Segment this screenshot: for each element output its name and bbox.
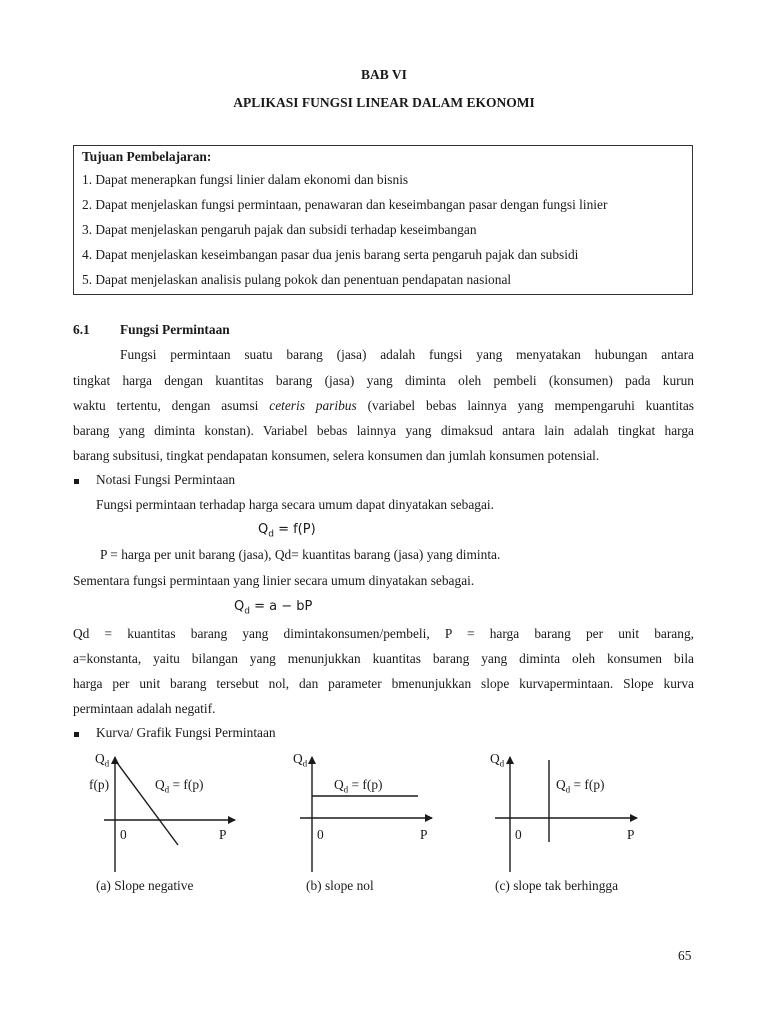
chapter-title: APLIKASI FUNGSI LINEAR DALAM EKONOMI <box>233 95 535 110</box>
objective-item: 4. Dapat menjelaskan keseimbangan pasar dua jenis barang serta pengaruh pajak dan subsidi <box>82 247 579 262</box>
graph-caption: (c) slope tak berhingga <box>495 878 619 893</box>
x-axis-label: P <box>219 827 227 842</box>
definition-line: a=konstanta, yaitu bilangan yang menunjukkan kuantitas barang yang diminta oleh konsumen bila <box>73 651 694 666</box>
origin-label: 0 <box>515 827 522 842</box>
notation-intro-linear: Sementara fungsi permintaan yang linier secara umum dinyatakan sebagai. <box>73 573 475 588</box>
definition-line: harga per unit barang tersebut nol, dan parameter bmenunjukkan slope kurvapermintaan. Slope kurva <box>73 676 694 691</box>
y-axis-label: $Q_d$ <box>95 751 110 769</box>
objective-item: 1. Dapat menerapkan fungsi linier dalam ekonomi dan bisnis <box>82 172 409 187</box>
eq-symbol: Q <box>258 522 269 537</box>
notation-definition: P = harga per unit barang (jasa), Qd= kuantitas barang (jasa) yang diminta. <box>100 547 501 562</box>
section-number: 6.1 <box>73 322 90 337</box>
ceteris-paribus-term: ceteris paribus <box>269 398 357 413</box>
notation-heading: Notasi Fungsi Permintaan <box>96 472 236 487</box>
objective-item: 2. Dapat menjelaskan fungsi permintaan, penawaran dan keseimbangan pasar dengan fungsi linier <box>82 197 608 212</box>
eq-rhs: = f(P) <box>273 522 316 537</box>
paragraph-line: Fungsi permintaan suatu barang (jasa) adalah fungsi yang menyatakan hubungan antara <box>120 347 694 362</box>
text: waktu tertentu, dengan asumsi <box>73 398 270 413</box>
objective-item: 5. Dapat menjelaskan analisis pulang pokok dan penentuan pendapatan nasional <box>82 272 512 287</box>
graph-slope-infinite <box>495 757 637 872</box>
paragraph-line: barang yang diminta konstan). Variabel bebas lainnya yang dimaksud antara lain adalah tingkat harga <box>73 423 694 438</box>
paragraph-line: tingkat harga dengan kuantitas barang (jasa) yang diminta oleh pembeli (konsumen) pada kurun <box>73 373 694 388</box>
eq-symbol: Q <box>234 599 245 614</box>
eq-subscript: d <box>244 606 250 617</box>
graph-caption: (a) Slope negative <box>96 878 194 893</box>
graph-slope-negative <box>104 757 235 872</box>
section-title: Fungsi Permintaan <box>120 322 230 337</box>
graph-slope-zero <box>300 757 432 872</box>
x-axis-label: P <box>420 827 428 842</box>
function-label: $Q_d = f(p)$ <box>556 777 605 795</box>
paragraph-line: barang subsitusi, tingkat pendapatan konsumen, selera konsumen dan jumlah konsumen potensial. <box>73 448 600 463</box>
origin-label: 0 <box>120 827 127 842</box>
definition-line: Qd = kuantitas barang yang dimintakonsumen/pembeli, P = harga barang per unit barang, <box>73 626 694 641</box>
y-axis-label: $Q_d$ <box>490 751 505 769</box>
text: (variabel bebas lainnya yang mempengaruhi kuantitas <box>356 398 694 413</box>
origin-label: 0 <box>317 827 324 842</box>
definition-line: permintaan adalah negatif. <box>73 701 216 716</box>
page-number: 65 <box>678 948 692 963</box>
objective-item: 3. Dapat menjelaskan pengaruh pajak dan subsidi terhadap keseimbangan <box>82 222 477 237</box>
x-axis-label: P <box>627 827 635 842</box>
objectives-heading: Tujuan Pembelajaran: <box>82 149 212 164</box>
curves-heading: Kurva/ Grafik Fungsi Permintaan <box>96 725 276 740</box>
fp-label: f(p) <box>89 777 110 792</box>
eq-rhs: = a − bP <box>249 599 313 614</box>
graph-caption: (b) slope nol <box>306 878 374 893</box>
function-label: $Q_d = f(p)$ <box>155 777 204 795</box>
function-label: $Q_d = f(p)$ <box>334 777 383 795</box>
y-axis-label: $Q_d$ <box>293 751 308 769</box>
chapter-number: BAB VI <box>361 67 407 82</box>
notation-intro: Fungsi permintaan terhadap harga secara umum dapat dinyatakan sebagai. <box>96 497 494 512</box>
eq-subscript: d <box>268 529 274 540</box>
